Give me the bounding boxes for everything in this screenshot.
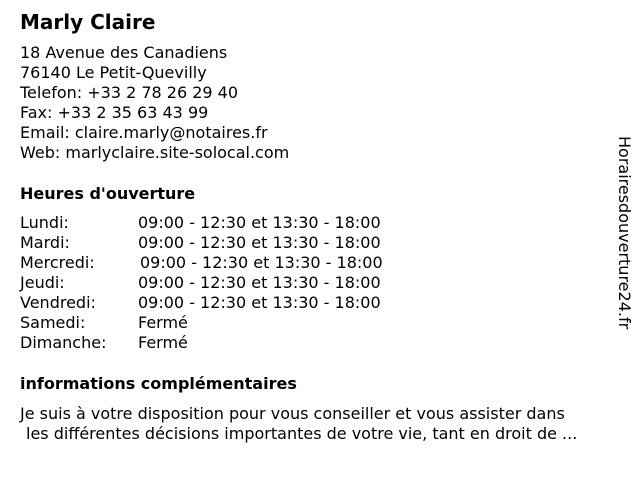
hours-row-friday — [20, 293, 440, 313]
site-watermark: Horairesdouverture24.fr — [615, 136, 634, 330]
info-description — [20, 404, 632, 444]
opening-hours-table — [20, 213, 440, 353]
hours-row-monday — [20, 213, 440, 233]
hours-row-sunday — [20, 333, 440, 353]
hours-row-saturday — [20, 313, 440, 333]
hours-row-wednesday — [20, 253, 440, 273]
info-line: les différentes décisions importantes de votre vie, tant en droit de ... — [26, 424, 578, 443]
day-label: Vendredi: — [20, 293, 96, 312]
hours-row-thursday — [20, 273, 440, 293]
day-hours: 09:00 - 12:30 et 13:30 - 18:00 — [138, 233, 381, 252]
day-label: Dimanche: — [20, 333, 107, 352]
web-line: Web: marlyclaire.site-solocal.com — [20, 143, 290, 162]
address-city: 76140 Le Petit-Quevilly — [20, 63, 207, 82]
day-hours: Fermé — [138, 313, 188, 332]
info-heading: informations complémentaires — [20, 374, 297, 393]
hours-heading: Heures d'ouverture — [20, 184, 196, 203]
info-line: Je suis à votre disposition pour vous conseiller et vous assister dans — [20, 404, 565, 423]
day-hours: 09:00 - 12:30 et 13:30 - 18:00 — [138, 293, 381, 312]
day-hours: 09:00 - 12:30 et 13:30 - 18:00 — [138, 273, 381, 292]
day-label: Samedi: — [20, 313, 86, 332]
day-label: Mardi: — [20, 233, 70, 252]
email-line: Email: claire.marly@notaires.fr — [20, 123, 268, 142]
hours-row-tuesday — [20, 233, 440, 253]
day-hours: 09:00 - 12:30 et 13:30 - 18:00 — [140, 253, 383, 272]
day-label: Lundi: — [20, 213, 69, 232]
day-label: Jeudi: — [20, 273, 65, 292]
business-name: Marly Claire — [20, 10, 156, 34]
address-street: 18 Avenue des Canadiens — [20, 43, 228, 62]
day-hours: Fermé — [138, 333, 188, 352]
day-hours: 09:00 - 12:30 et 13:30 - 18:00 — [138, 213, 381, 232]
contact-block — [20, 43, 289, 163]
phone-line: Telefon: +33 2 78 26 29 40 — [20, 83, 239, 102]
fax-line: Fax: +33 2 35 63 43 99 — [20, 103, 209, 122]
day-label: Mercredi: — [20, 253, 95, 272]
